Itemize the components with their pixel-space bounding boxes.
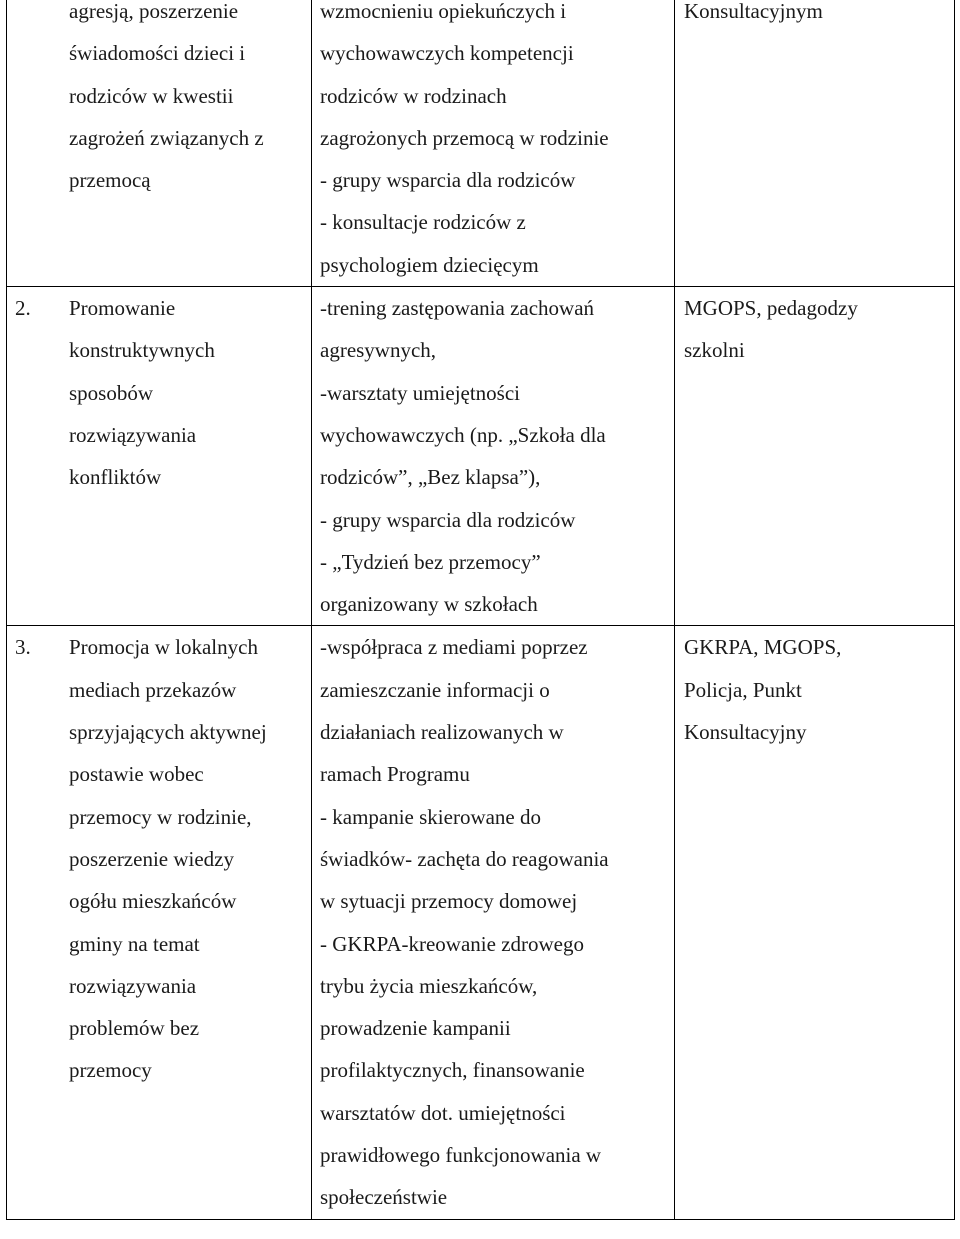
responsible-line: Policja, Punkt [684,677,802,702]
action-line: działaniach realizowanych w [320,720,564,745]
row-number-cell [7,287,60,626]
objective-line: zagrożeń związanych z [69,125,264,150]
action-line: prowadzenie kampanii [320,1016,511,1041]
action-line: zagrożonych przemocą w rodzinie [320,125,609,150]
objective-line: rozwiązywania [69,973,197,998]
action-line: świadków- zachęta do reagowania [320,846,609,871]
row-number-cell [7,0,60,287]
action-line: profilaktycznych, finansowanie [320,1058,585,1083]
objective-line: gminy na temat [69,931,200,956]
objective-line: przemocą [69,168,151,193]
action-line: - kampanie skierowane do [320,804,542,829]
responsible-cell [675,626,955,1219]
action-line: rodziców w rodzinach [320,83,507,108]
action-line: agresywnych, [320,338,437,363]
objective-cell [59,0,312,287]
objective-line: rodziców w kwestii [69,83,234,108]
row-number: 2. [15,296,31,321]
action-line: trybu życia mieszkańców, [320,973,538,998]
program-table [6,0,955,1220]
responsible-cell [675,0,955,287]
objective-line: ogółu mieszkańców [69,889,237,914]
objective-line: poszerzenie wiedzy [69,846,234,871]
objective-line: konstruktywnych [69,338,215,363]
objective-cell [59,626,312,1219]
responsible-line: Konsultacyjny [684,720,807,745]
responsible-line: Konsultacyjnym [684,0,823,23]
table-row [7,287,955,626]
objective-line: sprzyjających aktywnej [69,720,267,745]
actions-cell [312,626,675,1219]
action-line: - grupy wsparcia dla rodziców [320,507,576,532]
action-line: - GKRPA-kreowanie zdrowego [320,931,584,956]
action-line: -współpraca z mediami poprzez [320,635,588,660]
action-line: w sytuacji przemocy domowej [320,889,578,914]
objective-line: agresją, poszerzenie [69,0,239,23]
action-line: wzmocnieniu opiekuńczych i [320,0,567,23]
objective-line: sposobów [69,380,154,405]
objective-line: Promowanie [69,296,176,321]
objective-line: przemocy [69,1058,152,1083]
action-line: wychowawczych kompetencji [320,41,574,66]
objective-line: świadomości dzieci i [69,41,246,66]
action-line: organizowany w szkołach [320,592,538,617]
action-line: - grupy wsparcia dla rodziców [320,168,576,193]
action-line: wychowawczych (np. „Szkoła dla [320,422,606,447]
objective-cell [59,287,312,626]
objective-line: mediach przekazów [69,677,237,702]
objective-line: Promocja w lokalnych [69,635,258,660]
action-line: -warsztaty umiejętności [320,380,521,405]
row-number: 3. [15,635,31,660]
action-line: - konsultacje rodziców z [320,210,526,235]
action-line: -trening zastępowania zachowań [320,296,595,321]
actions-cell [312,287,675,626]
responsible-line: MGOPS, pedagodzy [684,296,858,321]
responsible-line: GKRPA, MGOPS, [684,635,842,660]
action-line: - „Tydzień bez przemocy” [320,549,541,574]
action-line: zamieszczanie informacji o [320,677,550,702]
action-line: rodziców”, „Bez klapsa”), [320,465,541,490]
objective-line: konfliktów [69,465,162,490]
action-line: warsztatów dot. umiejętności [320,1100,566,1125]
row-number-cell [7,626,60,1219]
responsible-line: szkolni [684,338,745,363]
action-line: prawidłowego funkcjonowania w [320,1143,602,1168]
action-line: społeczeństwie [320,1185,448,1210]
table-row [7,626,955,1219]
objective-line: postawie wobec [69,762,204,787]
action-line: psychologiem dziecięcym [320,252,539,277]
action-line: ramach Programu [320,762,470,787]
objective-line: problemów bez [69,1016,200,1041]
table-row [7,0,955,287]
responsible-cell [675,287,955,626]
actions-cell [312,0,675,287]
objective-line: rozwiązywania [69,422,197,447]
objective-line: przemocy w rodzinie, [69,804,252,829]
row-number [7,0,59,32]
